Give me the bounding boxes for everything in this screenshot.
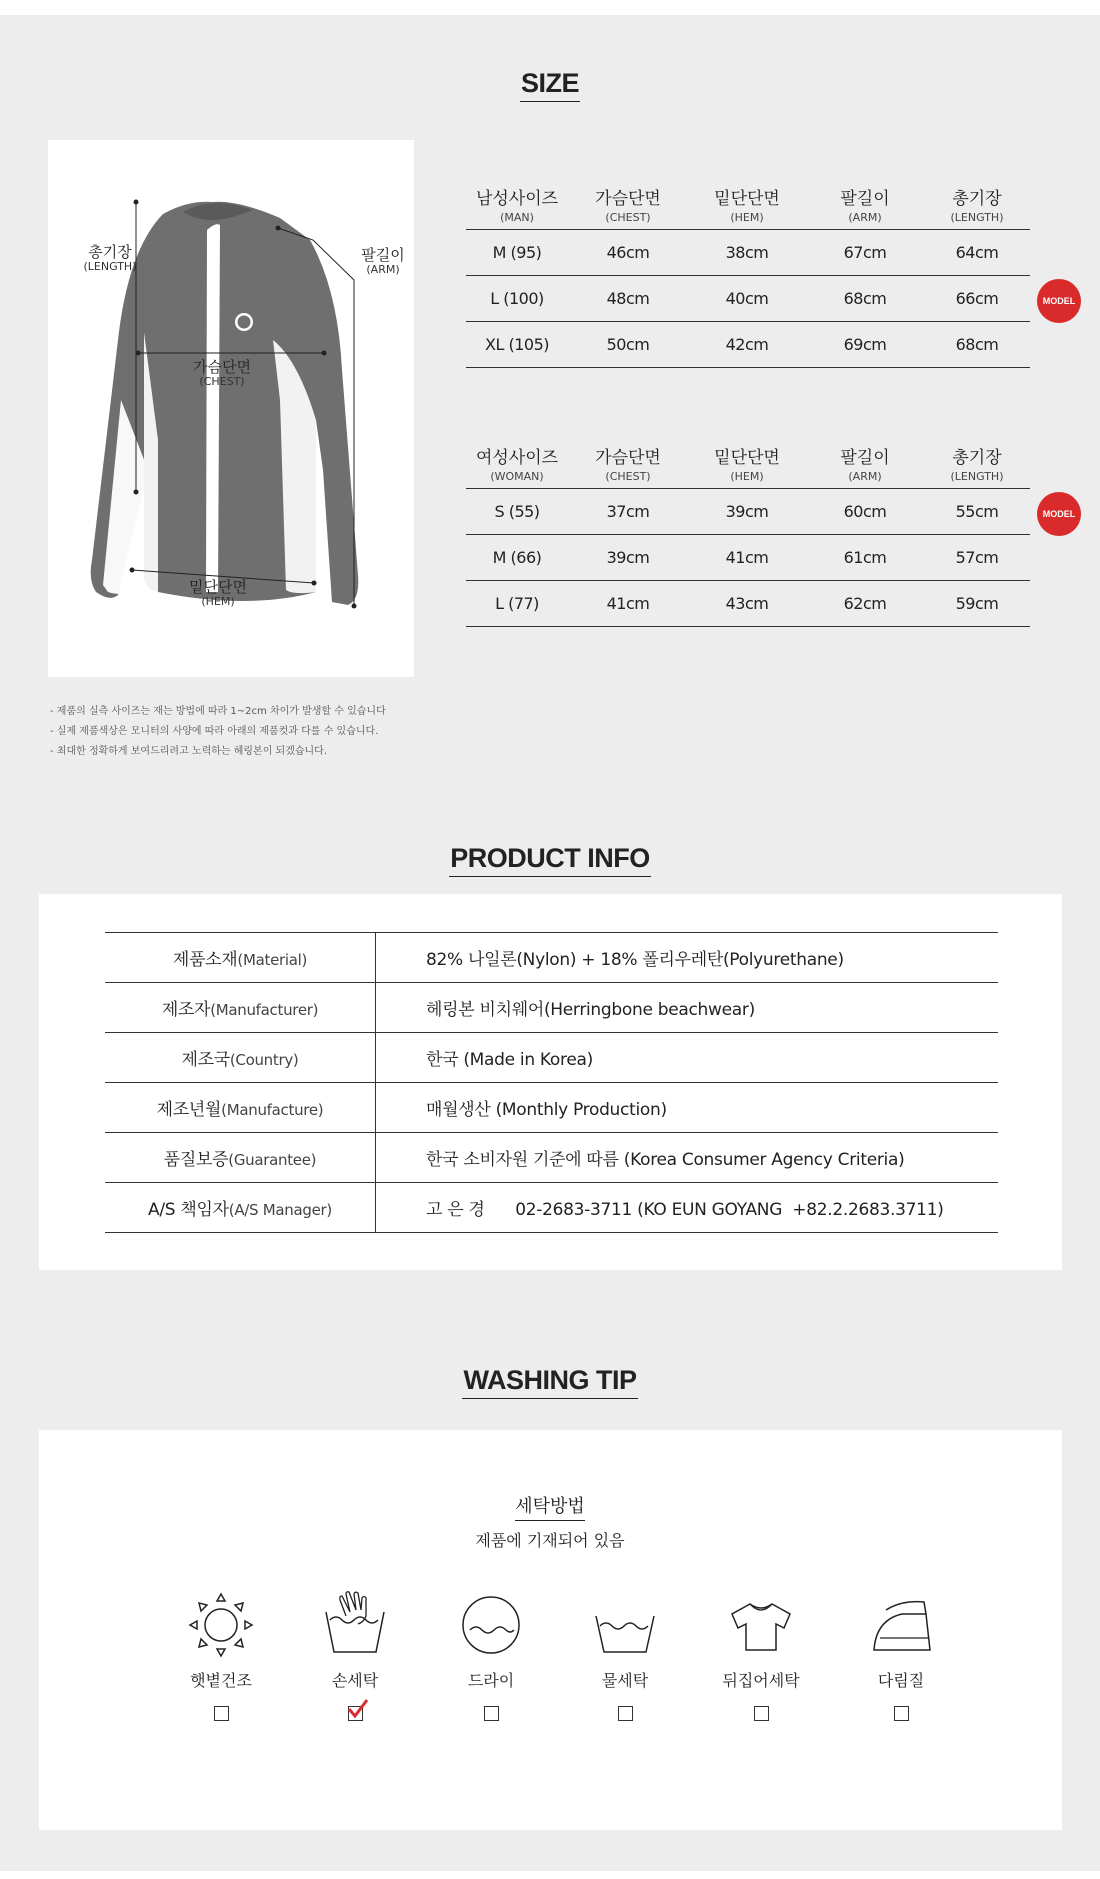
wash-item-inside-out [701, 1590, 821, 1721]
model-badge: MODEL [1037, 279, 1081, 323]
wash-item-label: 물세탁 [601, 1671, 649, 1690]
header-cell: 가슴단면 (CHEST) [568, 174, 688, 230]
check-mark-icon [347, 1699, 369, 1719]
table-cell: 43cm [688, 581, 806, 627]
table-cell: 57cm [924, 535, 1030, 581]
info-label: 제품소재(Material) [105, 933, 376, 983]
info-value: 매월생산 (Monthly Production) [376, 1083, 999, 1133]
table-cell: 39cm [568, 535, 688, 581]
table-cell: 69cm [806, 322, 924, 368]
table-row [466, 230, 1030, 276]
model-badge: MODEL [1037, 492, 1081, 536]
washing-method-title: 세탁방법 [0, 1492, 1100, 1518]
table-header-row [466, 433, 1030, 489]
table-cell: M (66) [466, 535, 568, 581]
product-info-table [105, 932, 998, 1233]
wash-item-label: 손세탁 [331, 1671, 379, 1690]
header-cell: 총기장 (LENGTH) [924, 433, 1030, 489]
arm-label: 팔길이 (ARM) [361, 246, 405, 276]
women-size-table [466, 433, 1030, 627]
table-cell: 46cm [568, 230, 688, 276]
table-header-row [466, 174, 1030, 230]
note-line: - 실제 제품색상은 모니터의 사양에 따라 아래의 제품컷과 다를 수 있습니다. [50, 726, 379, 737]
table-cell: 61cm [806, 535, 924, 581]
wash-item-label: 뒤집어세탁 [722, 1671, 800, 1690]
inside-out-wash-checkbox[interactable] [754, 1706, 769, 1721]
wash-item-water-wash [565, 1590, 685, 1721]
table-row [105, 933, 998, 983]
garment-diagram [48, 140, 414, 677]
product-info-title: PRODUCT INFO [0, 843, 1100, 874]
table-cell: 55cm [924, 489, 1030, 535]
wash-item-label: 드라이 [467, 1671, 515, 1690]
table-row [105, 1133, 998, 1183]
table-cell: S (55) [466, 489, 568, 535]
iron-icon [866, 1590, 936, 1660]
table-cell: 50cm [568, 322, 688, 368]
men-size-table [466, 174, 1030, 368]
sun-dry-checkbox[interactable] [214, 1706, 229, 1721]
header-cell: 여성사이즈 (WOMAN) [466, 433, 568, 489]
wash-item-sun-dry [161, 1590, 281, 1721]
note-line: - 제품의 실측 사이즈는 재는 방법에 따라 1~2cm 차이가 발생할 수 있습니다 [50, 706, 386, 717]
table-cell: 40cm [688, 276, 806, 322]
dry-clean-checkbox[interactable] [484, 1706, 499, 1721]
sun-dry-icon [186, 1590, 256, 1660]
table-row [105, 983, 998, 1033]
dry-clean-icon [456, 1590, 526, 1660]
wash-item-label: 다림질 [877, 1671, 925, 1690]
info-value: 헤링본 비치웨어(Herringbone beachwear) [376, 983, 999, 1033]
table-row [466, 322, 1030, 368]
header-cell: 남성사이즈 (MAN) [466, 174, 568, 230]
table-cell: XL (105) [466, 322, 568, 368]
table-row [105, 1083, 998, 1133]
info-label: 제조국(Country) [105, 1033, 376, 1083]
hem-label: 밑단단면 (HEM) [189, 578, 247, 608]
table-cell: 68cm [806, 276, 924, 322]
info-label: 제조자(Manufacturer) [105, 983, 376, 1033]
size-notes [50, 702, 386, 762]
table-row [466, 489, 1030, 535]
table-cell: 42cm [688, 322, 806, 368]
table-cell: 38cm [688, 230, 806, 276]
table-cell: 68cm [924, 322, 1030, 368]
washing-tip-title: WASHING TIP [0, 1365, 1100, 1396]
table-row [466, 535, 1030, 581]
table-cell: L (77) [466, 581, 568, 627]
table-cell: 41cm [688, 535, 806, 581]
water-wash-checkbox[interactable] [618, 1706, 633, 1721]
header-cell: 팔길이 (ARM) [806, 433, 924, 489]
info-label: A/S 책임자(A/S Manager) [105, 1183, 376, 1233]
info-value: 한국 (Made in Korea) [376, 1033, 999, 1083]
table-cell: L (100) [466, 276, 568, 322]
hand-wash-icon [320, 1590, 390, 1660]
note-line: - 최대한 정확하게 보여드리려고 노력하는 헤링본이 되겠습니다. [50, 746, 328, 757]
table-row [105, 1183, 998, 1233]
iron-checkbox[interactable] [894, 1706, 909, 1721]
hand-wash-checkbox[interactable] [348, 1706, 363, 1721]
table-cell: 67cm [806, 230, 924, 276]
table-cell: 60cm [806, 489, 924, 535]
header-cell: 팔길이 (ARM) [806, 174, 924, 230]
wash-item-dry-clean [431, 1590, 551, 1721]
header-cell: 밑단단면 (HEM) [688, 433, 806, 489]
table-row [105, 1033, 998, 1083]
info-value: 한국 소비자원 기준에 따름 (Korea Consumer Agency Criteria) [376, 1133, 999, 1183]
length-label: 총기장 (LENGTH) [83, 243, 137, 273]
table-cell: 37cm [568, 489, 688, 535]
info-label: 품질보증(Guarantee) [105, 1133, 376, 1183]
size-section-title: SIZE [0, 68, 1100, 99]
info-value: 고 은 경 02-2683-3711 (KO EUN GOYANG +82.2.2683.3711) [376, 1183, 999, 1233]
table-cell: 59cm [924, 581, 1030, 627]
header-cell: 가슴단면 (CHEST) [568, 433, 688, 489]
table-cell: 64cm [924, 230, 1030, 276]
chest-label: 가슴단면 (CHEST) [193, 358, 251, 388]
washing-method-subtitle: 제품에 기재되어 있음 [475, 1531, 625, 1550]
wash-item-hand-wash [295, 1590, 415, 1721]
header-cell: 총기장 (LENGTH) [924, 174, 1030, 230]
table-row [466, 581, 1030, 627]
header-cell: 밑단단면 (HEM) [688, 174, 806, 230]
info-label: 제조년월(Manufacture) [105, 1083, 376, 1133]
table-row [466, 276, 1030, 322]
table-cell: 62cm [806, 581, 924, 627]
water-wash-icon [590, 1590, 660, 1660]
table-cell: 41cm [568, 581, 688, 627]
table-cell: 39cm [688, 489, 806, 535]
info-value: 82% 나일론(Nylon) + 18% 폴리우레탄(Polyurethane) [376, 933, 999, 983]
inside-out-wash-icon [726, 1590, 796, 1660]
table-cell: M (95) [466, 230, 568, 276]
table-cell: 66cm [924, 276, 1030, 322]
wash-item-iron [841, 1590, 961, 1721]
table-cell: 48cm [568, 276, 688, 322]
wash-item-label: 햇볕건조 [190, 1671, 252, 1690]
